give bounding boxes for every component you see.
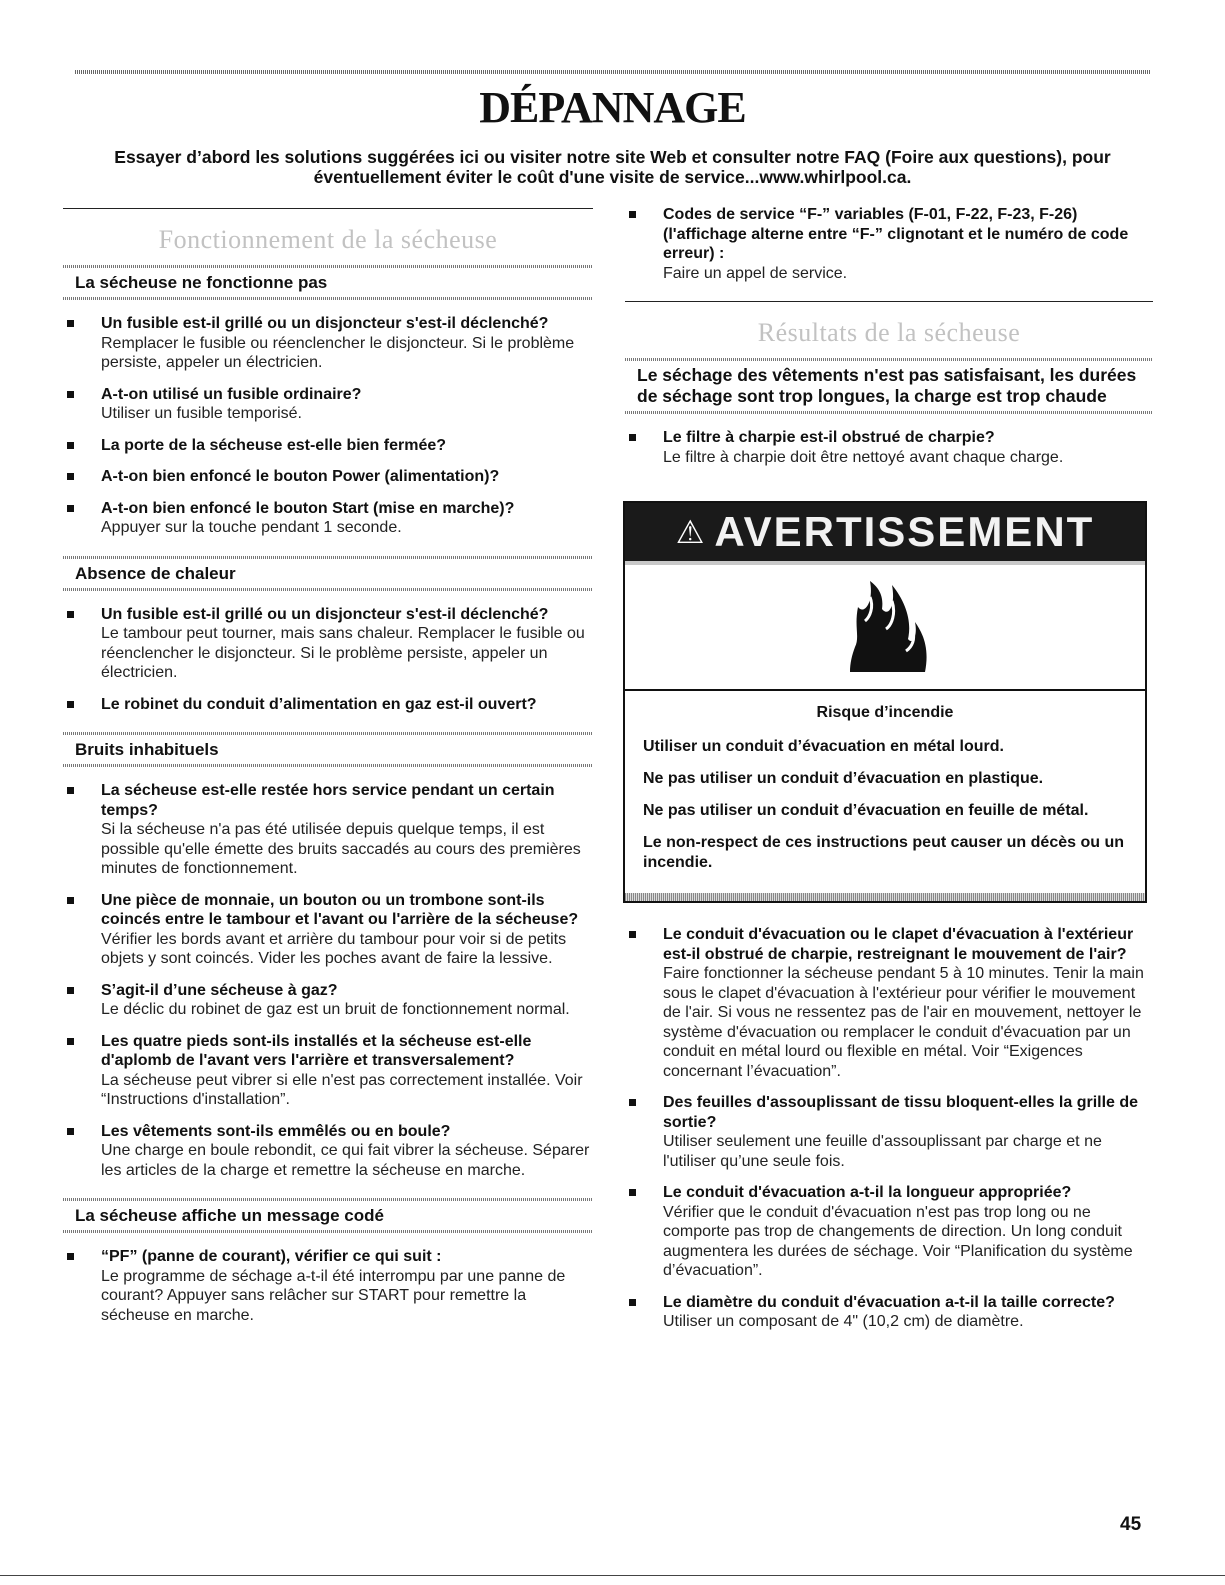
list-item [63,499,593,538]
list-item [63,1122,593,1181]
list-item [63,781,593,879]
list-item [63,314,593,373]
list-item [625,1183,1153,1281]
answer: Vérifier les bords avant et arrière du tambour pour voir si de petits objets y sont coincés. Vider les poches avant de faire la lessive. [101,930,567,967]
section-title-operation: Fonctionnement de la sécheuse [158,225,498,254]
results-list-before [625,414,1153,485]
question: Le conduit d'évacuation ou le clapet d'évacuation à l'extérieur est-il obstrué de charpie, restreignant le mouvement de l'air? [663,926,1134,963]
answer: Faire fonctionner la sécheuse pendant 5 à 10 minutes. Tenir la main sous le clapet d'évacuation à l'extérieur pour vérifier le mouvement de l'air. Si vous ne ressentez pas de l'air en mouvement, nettoyer le système d'évacuation ou remplacer le conduit d'évacuation par un conduit en métal lourd ou flexible en métal. Voir “Exigences concernant l’évacuation”. [663,965,1144,1080]
answer: Faire un appel de service. [663,264,848,282]
question-list [63,1233,593,1343]
intro-text: Essayer d’abord les solutions suggérées ici ou visiter notre site Web et consulter notre FAQ (Foire aux questions), pour éventuellement éviter le coût d'une visite de service...www.whirlpool.ca. [114,147,1111,187]
list-item [625,925,1153,1081]
question: S’agit-il d’une sécheuse à gaz? [101,981,338,999]
answer: Vérifier que le conduit d'évacuation n'est pas trop long ou ne comporte pas trop de changements de direction. Un long conduit augmentera les durées de séchage. Voir “Planification du système d’évacuation”. [663,1203,1133,1279]
question: Les vêtements sont-ils emmêlés ou en boule? [101,1122,451,1140]
left-column [63,208,593,1343]
codes-list [625,205,1153,301]
subsection-heading: Bruits inhabituels [75,740,219,759]
list-item [63,436,593,456]
warning-line: Utiliser un conduit d’évacuation en métal lourd. [643,738,1004,755]
question-list [63,767,593,1198]
section-title-results: Résultats de la sécheuse [757,318,1021,347]
list-item [63,605,593,683]
list-item [63,1032,593,1110]
subsection-heading: La sécheuse ne fonctionne pas [75,273,328,292]
question: Des feuilles d'assouplissant de tissu bloquent-elles la grille de sortie? [663,1094,1139,1131]
warning-word: AVERTISSEMENT [714,508,1095,555]
question: Le robinet du conduit d’alimentation en gaz est-il ouvert? [101,695,537,713]
subsection-heading: La sécheuse affiche un message codé [75,1206,384,1225]
answer: Le filtre à charpie doit être nettoyé avant chaque charge. [663,448,1064,466]
list-item [63,891,593,969]
list-item [625,205,1153,283]
warning-box [623,501,1147,903]
question: La porte de la sécheuse est-elle bien fermée? [101,436,447,454]
results-list-after [625,903,1153,1350]
warning-bottom-rule [625,893,1145,901]
warning-line: Le non-respect de ces instructions peut causer un décès ou un incendie. [643,834,1124,871]
question: Codes de service “F-” variables (F-01, F-22, F-23, F-26) (l'affichage alterne entre “F-” clignotant et le numéro de code erreur) : [663,206,1129,262]
page-number: 45 [1120,1514,1142,1535]
bottom-rule [0,1575,1225,1576]
warning-line: Ne pas utiliser un conduit d’évacuation en plastique. [643,770,1044,787]
answer: Utiliser un composant de 4" (10,2 cm) de diamètre. [663,1313,1024,1330]
question: Un fusible est-il grillé ou un disjoncteur s'est-il déclenché? [101,605,549,623]
answer: Utiliser un fusible temporisé. [101,405,302,422]
list-item [63,467,593,487]
question-list [63,300,593,556]
left-groups [63,265,593,1343]
list-item [625,1293,1153,1332]
subsection-heading: Le séchage des vêtements n'est pas satisfaisant, les durées de séchage sont trop longues, la charge est trop chaude [637,365,1137,406]
question: Un fusible est-il grillé ou un disjoncteur s'est-il déclenché? [101,315,549,332]
warning-body [625,691,1145,893]
question: Les quatre pieds sont-ils installés et la sécheuse est-elle d'aplomb de l'avant vers l'arrière et transversalement? [101,1032,532,1069]
question: “PF” (panne de courant), vérifier ce qui suit : [101,1248,442,1265]
list-item [625,1093,1153,1171]
question-list [63,591,593,733]
answer: Le programme de séchage a-t-il été interrompu par une panne de courant? Appuyer sans relâcher sur START pour remettre la sécheuse en marche. [101,1267,566,1324]
answer: La sécheuse peut vibrer si elle n'est pas correctement installée. Voir “Instructions d'installation”. [101,1071,583,1108]
answer: Le déclic du robinet de gaz est un bruit de fonctionnement normal. [101,1001,570,1018]
warning-header [625,503,1145,565]
question: A-t-on bien enfoncé le bouton Power (alimentation)? [101,468,500,485]
question: A-t-on bien enfoncé le bouton Start (mise en marche)? [101,499,515,517]
question: A-t-on utilisé un fusible ordinaire? [101,385,362,403]
warning-line: Ne pas utiliser un conduit d’évacuation en feuille de métal. [643,802,1089,819]
list-item [63,695,593,715]
question: Le filtre à charpie est-il obstrué de charpie? [663,429,995,446]
list-item [63,981,593,1020]
answer: Utiliser seulement une feuille d'assouplissant par charge et ne l'utiliser qu’une seule fois. [663,1133,1102,1170]
question: La sécheuse est-elle restée hors service pendant un certain temps? [101,782,555,819]
top-dotted-rule [75,70,1150,74]
question: Le conduit d'évacuation a-t-il la longueur appropriée? [663,1184,1072,1201]
subsection-heading: Absence de chaleur [75,563,236,583]
list-item [63,385,593,424]
fire-icon [625,565,1145,691]
answer: Remplacer le fusible ou réenclencher le disjoncteur. Si le problème persiste, appeler un électricien. [101,334,575,371]
warning-triangle-icon: ⚠ [675,514,705,550]
answer: Si la sécheuse n'a pas été utilisée depuis quelque temps, il est possible qu'elle émette des bruits saccadés au cours des premières minutes de fonctionnement. [101,821,581,877]
question: Le diamètre du conduit d'évacuation a-t-il la taille correcte? [663,1293,1115,1311]
page-title: DÉPANNAGE [479,83,746,132]
answer: Le tambour peut tourner, mais sans chaleur. Remplacer le fusible ou réenclencher le disjoncteur. Si le problème persiste, appeler un électricien. [101,625,585,681]
answer: Une charge en boule rebondit, ce qui fait vibrer la sécheuse. Séparer les articles de la charge et remettre la sécheuse en marche. [101,1142,590,1179]
list-item [63,1247,593,1325]
list-item [625,428,1153,467]
question: Une pièce de monnaie, un bouton ou un trombone sont-ils coincés entre le tambour et l'avant ou l'arrière de la sécheuse? [101,891,579,928]
answer: Appuyer sur la touche pendant 1 seconde. [101,519,402,536]
right-column [625,205,1153,1350]
warning-risk: Risque d’incendie [816,704,954,721]
